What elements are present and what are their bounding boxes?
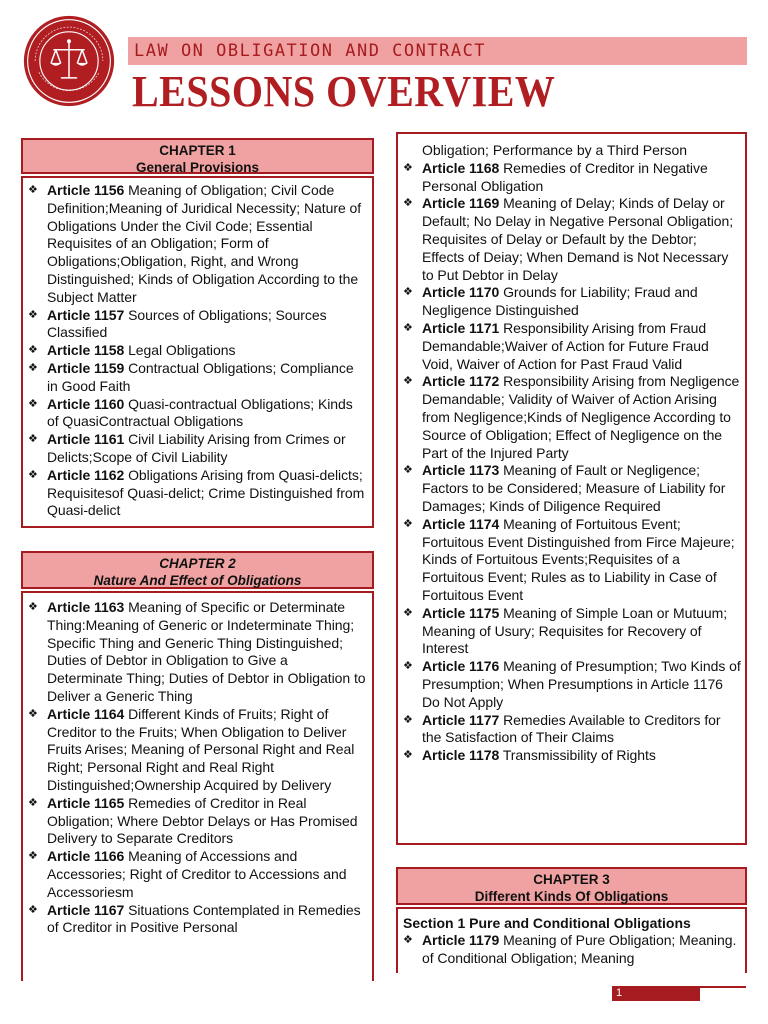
list-item bbox=[23, 182, 366, 307]
article-number: Article 1163 bbox=[47, 599, 125, 615]
article-number: Article 1166 bbox=[47, 848, 125, 865]
chapter-3-number: CHAPTER 3 bbox=[533, 872, 610, 887]
diamond-bullet-icon: ❖ bbox=[403, 286, 413, 299]
continued-text: Obligation; Performance by a Third Person bbox=[422, 142, 688, 158]
list-item bbox=[23, 795, 366, 848]
seal-logo bbox=[22, 14, 116, 108]
list-item bbox=[398, 932, 741, 968]
article-topics: Meaning of Specific or Determinate Thing:Meaning of Generic or Indeterminate Thing; Specific Thing and Generic Thing Distinguished; Duties of Debtor in Obligation to Give a Determinate Thing; Duties of Debtor in Obligation to Deliver a Generic Thing bbox=[47, 599, 366, 704]
list-item bbox=[23, 706, 366, 795]
article-number: Article 1157 bbox=[47, 306, 125, 323]
article-topics: Meaning of Delay; Kinds of Delay or Default; No Delay in Negative Personal Obligation; Requisites of Delay or Default by the Debtor; Effects of Deiay; When Demand is Not Necessary to Put Debtor in Delay bbox=[422, 195, 734, 283]
article-topics: Remedies of Creditor in Negative Personal Obligation bbox=[422, 159, 708, 194]
diamond-bullet-icon: ❖ bbox=[28, 433, 38, 446]
article-topics: Transmissibility of Rights bbox=[499, 747, 656, 764]
article-topics: Meaning of Obligation; Civil Code Definition;Meaning of Juridical Necessity; Nature of Obligations Under the Civil Code; Essential Requisites of an Obligation; Form of Obligations;Obligation, Right, and Wrong Distinguished; Kinds of Obligation According to the Subject Matter bbox=[47, 182, 362, 305]
diamond-bullet-icon: ❖ bbox=[403, 749, 413, 762]
list-item bbox=[398, 605, 741, 658]
diamond-bullet-icon: ❖ bbox=[403, 464, 413, 477]
list-item bbox=[398, 658, 741, 711]
list-item bbox=[23, 396, 366, 432]
article-topics: Quasi-contractual Obligations; Kinds of QuasiContractual Obligations bbox=[47, 395, 353, 430]
diamond-bullet-icon: ❖ bbox=[403, 197, 413, 210]
article-number: Article 1174 bbox=[422, 515, 500, 532]
article-number: Article 1178 bbox=[422, 747, 500, 764]
diamond-bullet-icon: ❖ bbox=[28, 850, 38, 863]
diamond-bullet-icon: ❖ bbox=[403, 375, 413, 388]
page-number: 1 bbox=[612, 986, 700, 1001]
chapter-3-title: Different Kinds Of Obligations bbox=[474, 889, 669, 904]
chapter-2-continued-article-list bbox=[398, 160, 741, 765]
list-item bbox=[23, 599, 366, 706]
article-topics: Grounds for Liability; Fraud and Negligence Distinguished bbox=[422, 284, 698, 319]
list-item bbox=[398, 462, 741, 515]
article-number: Article 1169 bbox=[422, 195, 500, 212]
diamond-bullet-icon: ❖ bbox=[403, 321, 413, 334]
section-title: Section 1 Pure and Conditional Obligations bbox=[403, 915, 691, 931]
chapter-2-article-list bbox=[23, 599, 366, 937]
article-topics: Remedies Available to Creditors for the Satisfaction of Their Claims bbox=[422, 711, 721, 746]
article-number: Article 1170 bbox=[422, 284, 500, 301]
chapter-3-box bbox=[396, 907, 747, 973]
list-item bbox=[398, 747, 741, 765]
chapter-1-article-list bbox=[23, 182, 366, 520]
list-item bbox=[398, 320, 741, 373]
article-topics: Civil Liability Arising from Crimes or Delicts;Scope of Civil Liability bbox=[47, 431, 346, 465]
list-item bbox=[23, 342, 366, 360]
article-topics: Meaning of Pure Obligation; Meaning. of Conditional Obligation; Meaning bbox=[422, 932, 737, 966]
chapter-3-header bbox=[396, 867, 747, 905]
diamond-bullet-icon: ❖ bbox=[28, 344, 38, 357]
chapter-2-number: CHAPTER 2 bbox=[159, 556, 236, 571]
article-number: Article 1162 bbox=[47, 466, 125, 483]
list-item bbox=[398, 284, 741, 320]
list-item bbox=[23, 467, 366, 520]
diamond-bullet-icon: ❖ bbox=[28, 796, 38, 809]
article-number: Article 1179 bbox=[422, 932, 500, 948]
article-topics: Meaning of Presumption; Two Kinds of Presumption; When Presumptions in Article 1176 Do Not Apply bbox=[422, 658, 741, 710]
diamond-bullet-icon: ❖ bbox=[403, 934, 413, 946]
list-item bbox=[398, 195, 741, 284]
article-topics: Contractual Obligations; Compliance in Good Faith bbox=[47, 359, 354, 394]
article-number: Article 1160 bbox=[47, 395, 125, 412]
list-item bbox=[23, 848, 366, 901]
article-number: Article 1156 bbox=[47, 182, 125, 198]
list-item bbox=[398, 712, 741, 748]
list-item bbox=[398, 160, 741, 196]
list-item bbox=[398, 516, 741, 605]
article-topics: Responsibility Arising from Negligence Demandable; Validity of Waiver of Action Arising from Negligence;Kinds of Negligence According to Source of Obligation; Effect of Negligence on the Part of the Injured Party bbox=[422, 373, 740, 461]
diamond-bullet-icon: ❖ bbox=[28, 397, 38, 410]
chapter-1-number: CHAPTER 1 bbox=[159, 143, 236, 158]
page-title: LESSONS OVERVIEW bbox=[132, 66, 556, 116]
course-subtitle: LAW ON OBLIGATION AND CONTRACT bbox=[134, 41, 487, 61]
article-number: Article 1168 bbox=[422, 159, 500, 176]
chapter-1-box bbox=[21, 176, 374, 528]
article-number: Article 1159 bbox=[47, 359, 125, 376]
article-topics: Responsibility Arising from Fraud Demandable;Waiver of Action for Future Fraud Void, Waiver of Action for Past Fraud Valid bbox=[422, 319, 709, 372]
footer-rule bbox=[700, 986, 746, 988]
list-item bbox=[23, 360, 366, 396]
diamond-bullet-icon: ❖ bbox=[403, 161, 413, 174]
diamond-bullet-icon: ❖ bbox=[403, 713, 413, 726]
list-item bbox=[23, 307, 366, 343]
diamond-bullet-icon: ❖ bbox=[403, 660, 413, 673]
diamond-bullet-icon: ❖ bbox=[403, 606, 413, 619]
article-topics: Obligations Arising from Quasi-delicts; Requisitesof Quasi-delict; Crime Distinguished from Quasi-delict bbox=[47, 466, 365, 519]
article-topics: Situations Contemplated in Remedies of Creditor in Positive Personal bbox=[47, 901, 361, 936]
article-number: Article 1161 bbox=[47, 431, 125, 448]
article-topics: Meaning of Accessions and Accessories; Right of Creditor to Accessions and Accessoriesm bbox=[47, 848, 347, 900]
chapter-3-article-list bbox=[398, 932, 741, 968]
diamond-bullet-icon: ❖ bbox=[28, 707, 38, 720]
article-topics: Remedies of Creditor in Real Obligation; Where Debtor Delays or Has Promised Delivery to Separate Creditors bbox=[47, 794, 358, 847]
article-topics: Legal Obligations bbox=[124, 342, 236, 359]
diamond-bullet-icon: ❖ bbox=[28, 361, 38, 374]
diamond-bullet-icon: ❖ bbox=[403, 517, 413, 530]
article-number: Article 1171 bbox=[422, 319, 500, 336]
list-item bbox=[23, 431, 366, 467]
list-item bbox=[23, 902, 366, 938]
article-number: Article 1167 bbox=[47, 901, 125, 918]
article-number: Article 1175 bbox=[422, 604, 500, 621]
list-item bbox=[398, 373, 741, 462]
article-number: Article 1164 bbox=[47, 705, 125, 722]
article-topics: Meaning of Simple Loan or Mutuum; Meaning of Usury; Requisites for Recovery of Interest bbox=[422, 604, 728, 657]
article-topics: Meaning of Fault or Negligence; Factors to be Considered; Measure of Liability for Damages; Kinds of Diligence Required bbox=[422, 462, 726, 514]
article-number: Article 1177 bbox=[422, 711, 500, 728]
chapter-1-header bbox=[21, 138, 374, 174]
chapter-2-box bbox=[21, 591, 374, 981]
article-number: Article 1165 bbox=[47, 794, 125, 811]
article-topics: Meaning of Fortuitous Event; Fortuitous Event Distinguished from Firce Majeure; Kinds of Fortuitous Events;Requisites of a Fortuitous Event; Rules as to Liability in Case of Fortuitous Event bbox=[422, 515, 735, 603]
chapter-1-title: General Provisions bbox=[135, 160, 260, 175]
article-number: Article 1176 bbox=[422, 658, 500, 675]
chapter-2-title: Nature And Effect of Obligations bbox=[93, 573, 302, 588]
chapter-2-header bbox=[21, 551, 374, 589]
article-topics: Sources of Obligations; Sources Classified bbox=[47, 306, 327, 341]
article-topics: Different Kinds of Fruits; Right of Creditor to the Fruits; When Obligation to Deliver Fruits Arises; Meaning of Personal Right and Real Right; Personal Right and Real Right Distinguished;Ownership Acquired by Delivery bbox=[47, 705, 355, 793]
diamond-bullet-icon: ❖ bbox=[28, 903, 38, 916]
diamond-bullet-icon: ❖ bbox=[28, 308, 38, 321]
chapter-2-continued-box bbox=[396, 132, 747, 845]
article-number: Article 1173 bbox=[422, 462, 500, 479]
article-number: Article 1158 bbox=[47, 342, 125, 359]
diamond-bullet-icon: ❖ bbox=[28, 184, 38, 196]
diamond-bullet-icon: ❖ bbox=[28, 601, 38, 613]
diamond-bullet-icon: ❖ bbox=[28, 468, 38, 481]
article-number: Article 1172 bbox=[422, 373, 500, 390]
